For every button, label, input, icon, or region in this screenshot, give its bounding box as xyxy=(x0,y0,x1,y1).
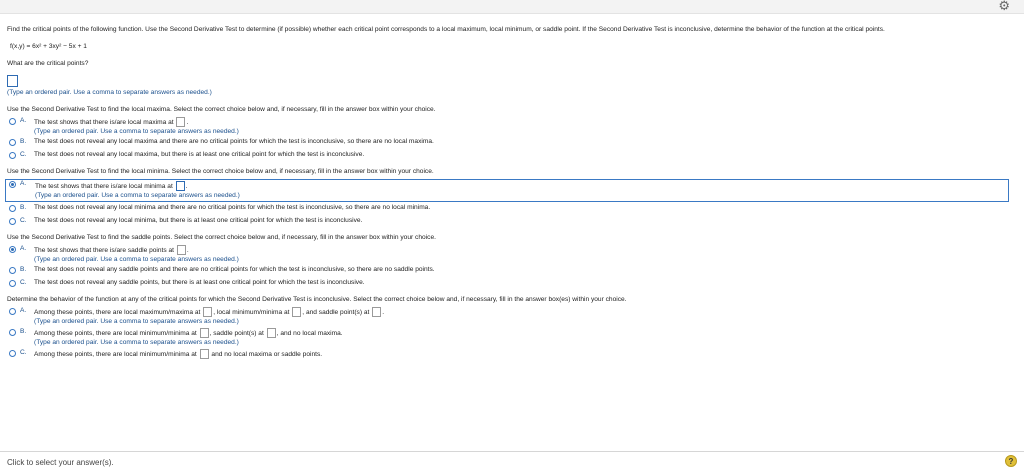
option-text: The test shows that there is/are saddle points at xyxy=(34,246,175,254)
function-expression: f(x,y) = 6x² + 3xy² − 5x + 1 xyxy=(10,43,87,50)
option-text-part: , and no local maxima. xyxy=(276,329,343,337)
maxima-options xyxy=(7,117,1012,162)
radio-button[interactable] xyxy=(9,308,16,315)
option-letter: B. xyxy=(20,138,27,145)
radio-button-selected[interactable] xyxy=(9,181,16,188)
option-letter: A. xyxy=(20,307,27,314)
option-text-part: , saddle point(s) at xyxy=(209,329,264,337)
local-minima-answer-box[interactable] xyxy=(292,307,301,317)
minima-option-c[interactable] xyxy=(7,217,1012,228)
option-hint: (Type an ordered pair. Use a comma to separate answers as needed.) xyxy=(34,256,239,263)
option-text: The test does not reveal any local minima and there are no critical points for which the test is inconclusive, so there are no local minima. xyxy=(34,204,431,211)
option-letter: C. xyxy=(20,151,27,158)
problem-statement: Find the critical points of the following function. Use the Second Derivative Test to determine (if possible) whether each critical point corresponds to a local maximum, local minimum, or saddle point. If the Second Derivative Test is inconclusive, determine the behavior of the function at the critical points. xyxy=(7,26,885,33)
local-maxima-answer-box[interactable] xyxy=(203,307,212,317)
option-letter: B. xyxy=(20,328,27,335)
option-text-part: Among these points, there are local maximum/maxima at xyxy=(34,308,201,316)
option-letter: A. xyxy=(20,117,27,124)
radio-button[interactable] xyxy=(9,118,16,125)
saddle-option-c[interactable] xyxy=(7,279,1012,290)
ordered-pair-hint: (Type an ordered pair. Use a comma to separate answers as needed.) xyxy=(7,89,212,96)
behavior-option-c[interactable] xyxy=(7,349,1012,360)
radio-button[interactable] xyxy=(9,139,16,146)
maxima-option-b[interactable] xyxy=(7,138,1012,149)
radio-button[interactable] xyxy=(9,329,16,336)
critical-points-question: What are the critical points? xyxy=(7,60,89,67)
option-text: The test shows that there is/are local minima at xyxy=(35,182,173,190)
option-text: The test shows that there is/are local maxima at xyxy=(34,118,174,126)
maxima-option-c[interactable] xyxy=(7,151,1012,162)
option-letter: B. xyxy=(20,266,27,273)
maxima-option-a[interactable]: A. The test shows that there is/are local maxima at . (Type an ordered pair. Use a comma to separate answers as needed.) xyxy=(7,117,1012,136)
option-letter: A. xyxy=(20,245,27,252)
status-bar xyxy=(0,451,1024,471)
minima-answer-box[interactable] xyxy=(176,181,185,191)
saddle-options xyxy=(7,245,1012,290)
minima-question: Use the Second Derivative Test to find the local minima. Select the correct choice below and, if necessary, fill in the answer box within your choice. xyxy=(7,168,434,175)
radio-button[interactable] xyxy=(9,205,16,212)
option-hint: (Type an ordered pair. Use a comma to separate answers as needed.) xyxy=(34,318,239,325)
behavior-option-b[interactable] xyxy=(7,328,1012,347)
top-toolbar xyxy=(0,0,1024,14)
option-text-part: Among these points, there are local minimum/minima at xyxy=(34,350,197,358)
option-text: The test does not reveal any local minima, but there is at least one critical point for which the test is inconclusive. xyxy=(34,217,363,224)
radio-button[interactable] xyxy=(9,280,16,287)
behavior-question: Determine the behavior of the function at any of the critical points for which the Second Derivative Test is inconclusive. Select the correct choice below and, if necessary, fill in the answer box(es) within your choice. xyxy=(7,296,627,303)
saddle-question: Use the Second Derivative Test to find the saddle points. Select the correct choice below and, if necessary, fill in the answer box within your choice. xyxy=(7,234,436,241)
option-letter: C. xyxy=(20,349,27,356)
status-text: Click to select your answer(s). xyxy=(7,458,114,467)
saddle-points-answer-box[interactable] xyxy=(267,328,276,338)
option-hint: (Type an ordered pair. Use a comma to separate answers as needed.) xyxy=(35,192,240,199)
option-hint: (Type an ordered pair. Use a comma to separate answers as needed.) xyxy=(34,339,239,346)
radio-button[interactable] xyxy=(9,152,16,159)
option-text: The test does not reveal any saddle points, but there is at least one critical point for which the test is inconclusive. xyxy=(34,279,365,286)
radio-button[interactable] xyxy=(9,267,16,274)
option-text-part: , and saddle point(s) at xyxy=(302,308,370,316)
maxima-question: Use the Second Derivative Test to find the local maxima. Select the correct choice below and, if necessary, fill in the answer box within your choice. xyxy=(7,106,436,113)
option-text-part: and no local maxima or saddle points. xyxy=(211,350,323,358)
saddle-option-b[interactable] xyxy=(7,266,1012,277)
radio-button-selected[interactable] xyxy=(9,246,16,253)
option-letter: C. xyxy=(20,279,27,286)
option-text: The test does not reveal any local maxima and there are no critical points for which the test is inconclusive, so there are no local maxima. xyxy=(34,138,434,145)
behavior-options xyxy=(7,307,1012,360)
local-minima-answer-box[interactable] xyxy=(200,328,209,338)
critical-points-answer-box[interactable] xyxy=(7,75,18,87)
option-letter: C. xyxy=(20,217,27,224)
minima-option-b[interactable] xyxy=(7,204,1012,215)
saddle-points-answer-box[interactable] xyxy=(372,307,381,317)
question-content xyxy=(7,26,1012,362)
minima-option-a[interactable]: A. The test shows that there is/are local minima at . (Type an ordered pair. Use a comma to separate answers as needed.) xyxy=(5,179,1009,202)
gear-icon[interactable]: ⚙ xyxy=(998,0,1010,14)
radio-button[interactable] xyxy=(9,218,16,225)
option-text: The test does not reveal any saddle points and there are no critical points for which the test is inconclusive, so there are no saddle points. xyxy=(34,266,435,273)
option-text-part: , local minimum/minima at xyxy=(213,308,290,316)
radio-button[interactable] xyxy=(9,350,16,357)
option-letter: A. xyxy=(20,180,27,187)
saddle-option-a[interactable]: A. The test shows that there is/are saddle points at . (Type an ordered pair. Use a comma to separate answers as needed.) xyxy=(7,245,1012,264)
minima-options xyxy=(7,179,1012,228)
option-hint: (Type an ordered pair. Use a comma to separate answers as needed.) xyxy=(34,128,239,135)
maxima-answer-box[interactable] xyxy=(176,117,185,127)
option-text-part: . xyxy=(382,308,385,316)
local-minima-answer-box[interactable] xyxy=(200,349,209,359)
option-letter: B. xyxy=(20,204,27,211)
help-icon[interactable]: ? xyxy=(1005,455,1017,467)
behavior-option-a[interactable] xyxy=(7,307,1012,326)
option-text: The test does not reveal any local maxima, but there is at least one critical point for which the test is inconclusive. xyxy=(34,151,365,158)
option-text-part: Among these points, there are local minimum/minima at xyxy=(34,329,197,337)
saddle-answer-box[interactable] xyxy=(177,245,186,255)
